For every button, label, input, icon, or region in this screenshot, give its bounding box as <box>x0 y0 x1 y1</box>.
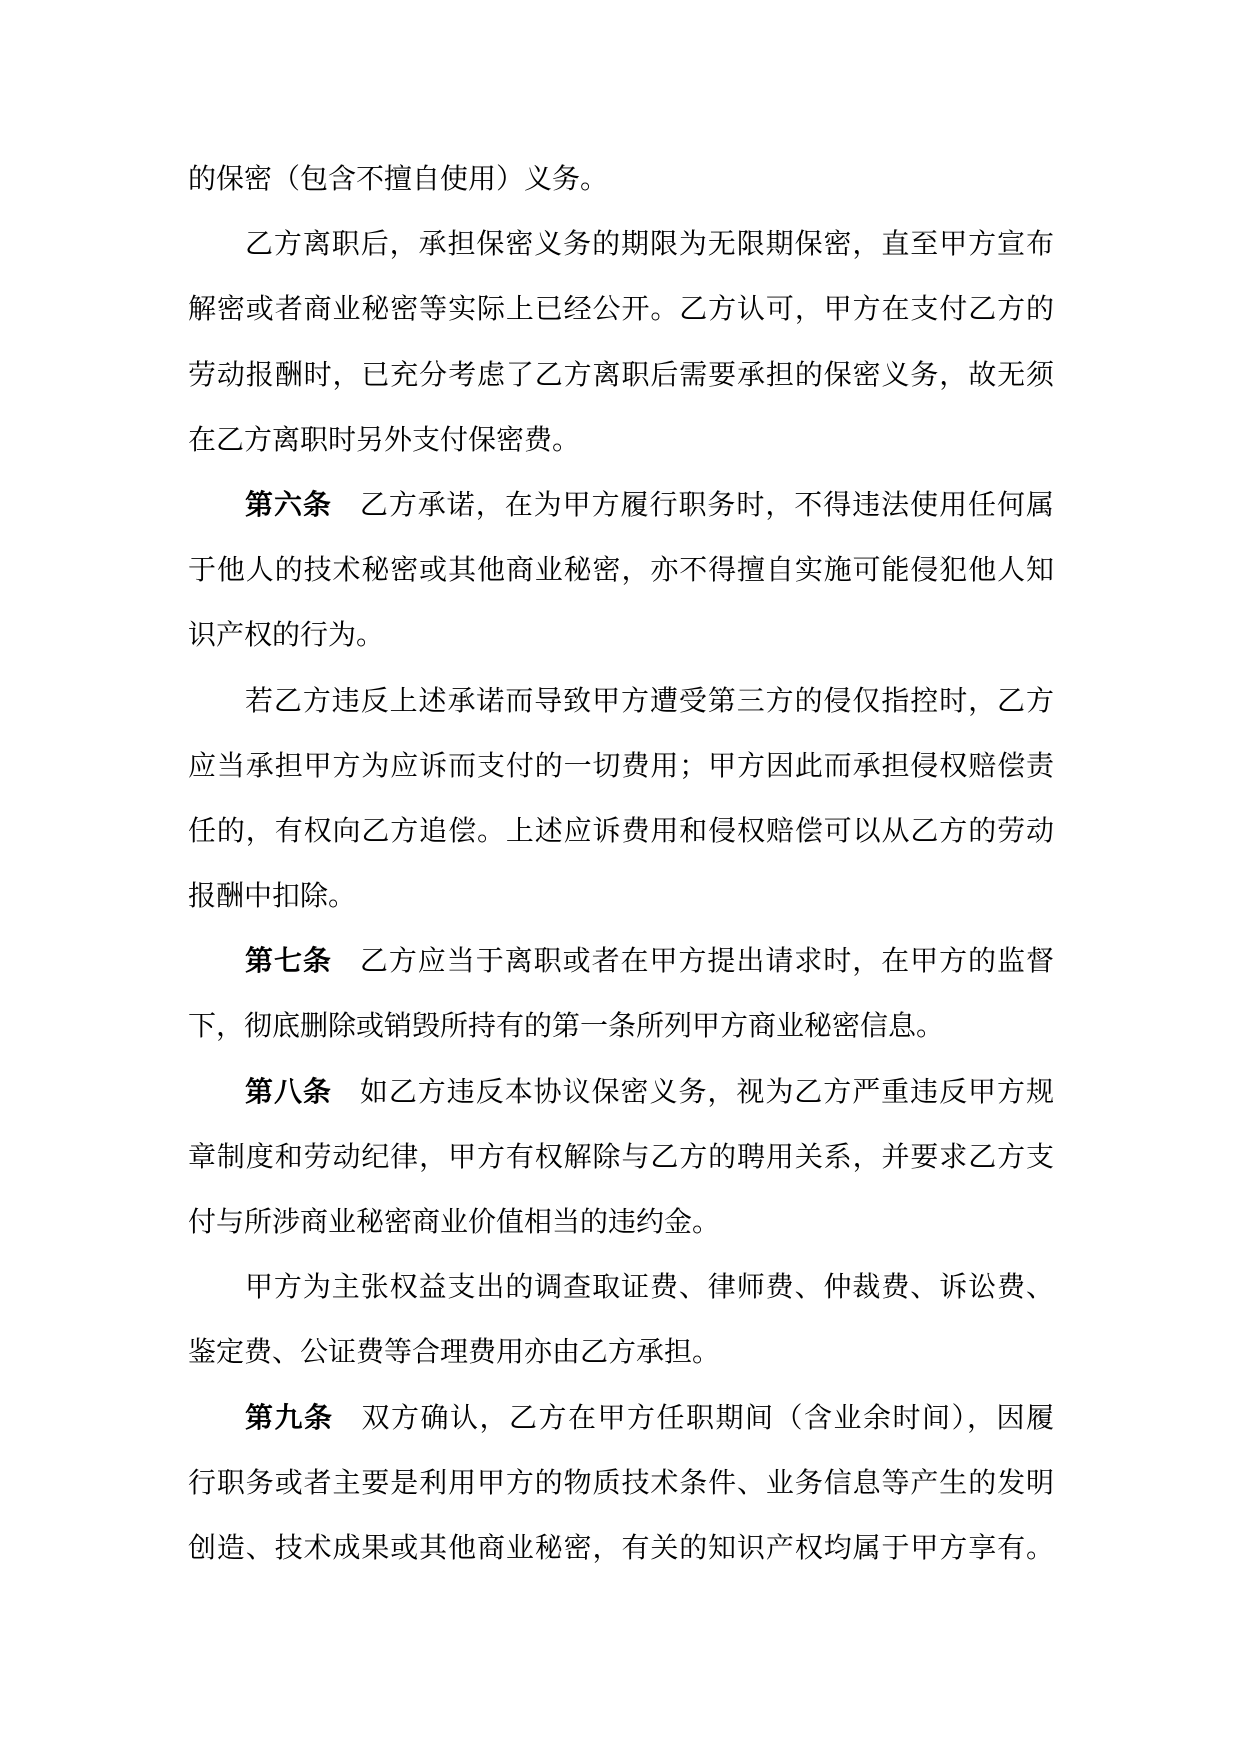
text-line <box>188 472 1054 537</box>
text-span: 如乙方违反本协议保密义务，视为乙方严重违反甲方规 <box>359 1074 1054 1108</box>
paragraph <box>188 146 1054 211</box>
text-line: 章制度和劳动纪律，甲方有权解除与乙方的聘用关系，并要求乙方支 <box>188 1139 1054 1173</box>
text-line: 报酬中扣除。 <box>188 879 357 913</box>
text-line: 下，彻底删除或销毁所持有的第一条所列甲方商业秘密信息。 <box>188 1009 945 1043</box>
text-line: 解密或者商业秘密等实际上已经公开。乙方认可，甲方在支付乙方的 <box>188 292 1054 326</box>
text-line: 应当承担甲方为应诉而支付的一切费用；甲方因此而承担侵权赔偿责 <box>188 748 1054 782</box>
text-line: 乙方离职后，承担保密义务的期限为无限期保密，直至甲方宣布 <box>245 227 1054 261</box>
text-line: 于他人的技术秘密或其他商业秘密，亦不得擅自实施可能侵犯他人知 <box>188 553 1054 587</box>
text-line: 鉴定费、公证费等合理费用亦由乙方承担。 <box>188 1335 721 1369</box>
text-line: 若乙方违反上述承诺而导致甲方遭受第三方的侵仅指控时，乙方 <box>245 683 1054 717</box>
article-label: 第六条 <box>245 487 332 521</box>
text-span: 乙方承诺，在为甲方履行职务时，不得违法使用任何属 <box>359 487 1054 521</box>
article-seven <box>188 928 1054 1058</box>
paragraph <box>188 1254 1054 1384</box>
text-line <box>188 1059 1054 1124</box>
article-six <box>188 472 1054 668</box>
text-line: 在乙方离职时另外支付保密费。 <box>188 422 581 456</box>
text-line: 任的，有权向乙方追偿。上述应诉费用和侵权赔偿可以从乙方的劳动 <box>188 813 1054 847</box>
text-span: 乙方应当于离职或者在甲方提出请求时，在甲方的监督 <box>359 944 1054 978</box>
document-body <box>188 146 1054 1580</box>
text-line: 识产权的行为。 <box>188 618 385 652</box>
text-line: 甲方为主张权益支出的调查取证费、律师费、仲裁费、诉讼费、 <box>245 1270 1054 1304</box>
paragraph <box>188 668 1054 929</box>
article-eight <box>188 1059 1054 1255</box>
article-label: 第九条 <box>245 1400 334 1434</box>
text-line <box>188 928 1054 993</box>
text-line: 创造、技术成果或其他商业秘密，有关的知识产权均属于甲方享有。 <box>188 1530 1054 1564</box>
article-label: 第七条 <box>245 944 332 978</box>
text-line: 的保密（包含不擅自使用）义务。 <box>188 162 609 195</box>
paragraph <box>188 211 1054 472</box>
text-span: 双方确认，乙方在甲方任职期间（含业余时间），因履 <box>361 1400 1054 1434</box>
article-nine <box>188 1385 1054 1581</box>
text-line: 劳动报酬时，已充分考虑了乙方离职后需要承担的保密义务，故无须 <box>188 357 1054 391</box>
text-line: 行职务或者主要是利用甲方的物质技术条件、业务信息等产生的发明 <box>188 1465 1054 1499</box>
article-label: 第八条 <box>245 1074 332 1108</box>
text-line: 付与所涉商业秘密商业价值相当的违约金。 <box>188 1205 721 1238</box>
text-line <box>188 1385 1054 1450</box>
